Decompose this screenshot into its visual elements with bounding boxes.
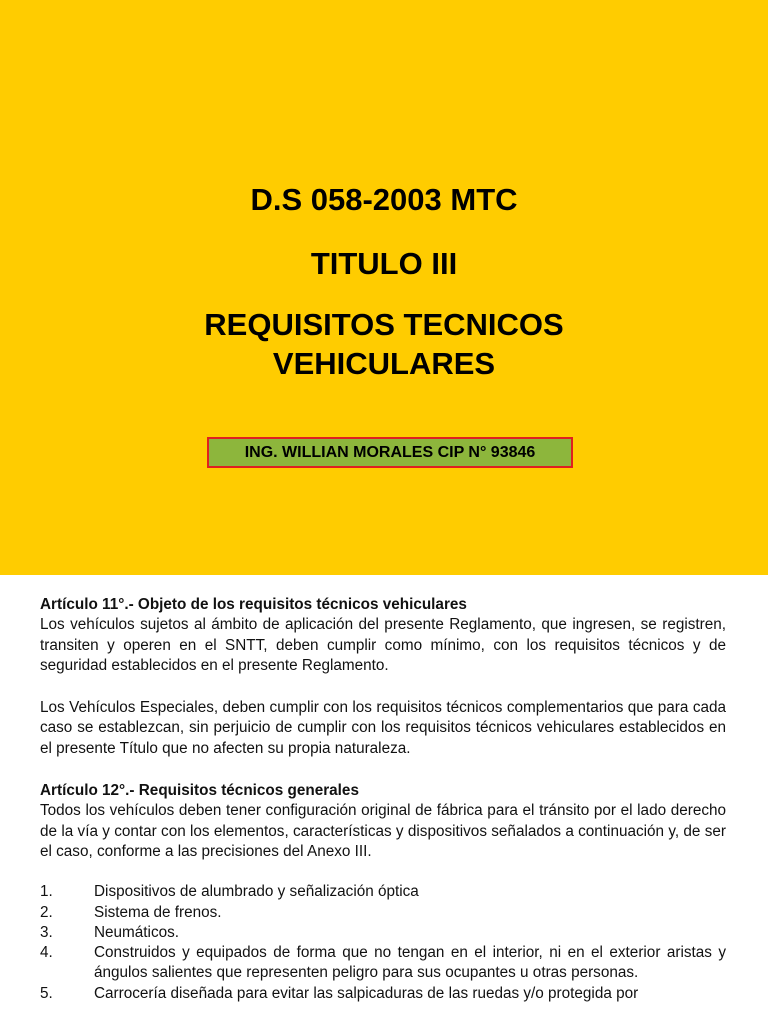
list-item: 4. Construidos y equipados de forma que no tengan en el interior, ni en el exterior aristas y ángulos salientes que representen peligro para sus ocupantes u otras personas. [40, 944, 726, 982]
document-body [40, 595, 726, 1004]
article-12-paragraph-1: Todos los vehículos deben tener configuración original de fábrica para el tránsito por el lado derecho de la vía y contar con los elementos, características y dispositivos señalados a continuación y, de ser el caso, conforme a las precisiones del Anexo III. [40, 802, 726, 860]
article-12-heading: Artículo 12°.- Requisitos técnicos generales [40, 782, 359, 800]
author-label: ING. WILLIAN MORALES CIP N° 93846 [207, 437, 573, 468]
title-heading-line2: VEHICULARES [272, 346, 496, 381]
list-item: 2. Sistema de frenos. [40, 903, 222, 921]
title-number: TITULO III [310, 246, 458, 281]
article-11-paragraph-1: Los vehículos sujetos al ámbito de aplicación del presente Reglamento, que ingresen, se registren, transiten y operen en el SNTT, deben cumplir como mínimo, con los requisitos técnicos y de seguridad establecidos en el presente Reglamento. [40, 616, 726, 674]
requirements-list [40, 882, 726, 1004]
title-heading-line1: REQUISITOS TECNICOS [204, 307, 564, 342]
list-item: 1. Dispositivos de alumbrado y señalización óptica [40, 883, 419, 901]
article-11-heading: Artículo 11°.- Objeto de los requisitos técnicos vehiculares [40, 596, 467, 613]
list-item: 3. Neumáticos. [40, 923, 180, 941]
article-11-paragraph-2: Los Vehículos Especiales, deben cumplir con los requisitos técnicos complementarios que para cada caso se establezcan, sin perjuicio de cumplir con los requisitos técnicos vehiculares establecidos en el presente Título que no afecten su propia naturaleza. [40, 699, 726, 757]
decree-title: D.S 058-2003 MTC [250, 182, 518, 217]
list-item: 5. Carrocería diseñada para evitar las salpicaduras de las ruedas y/o protegida por [40, 984, 639, 1002]
